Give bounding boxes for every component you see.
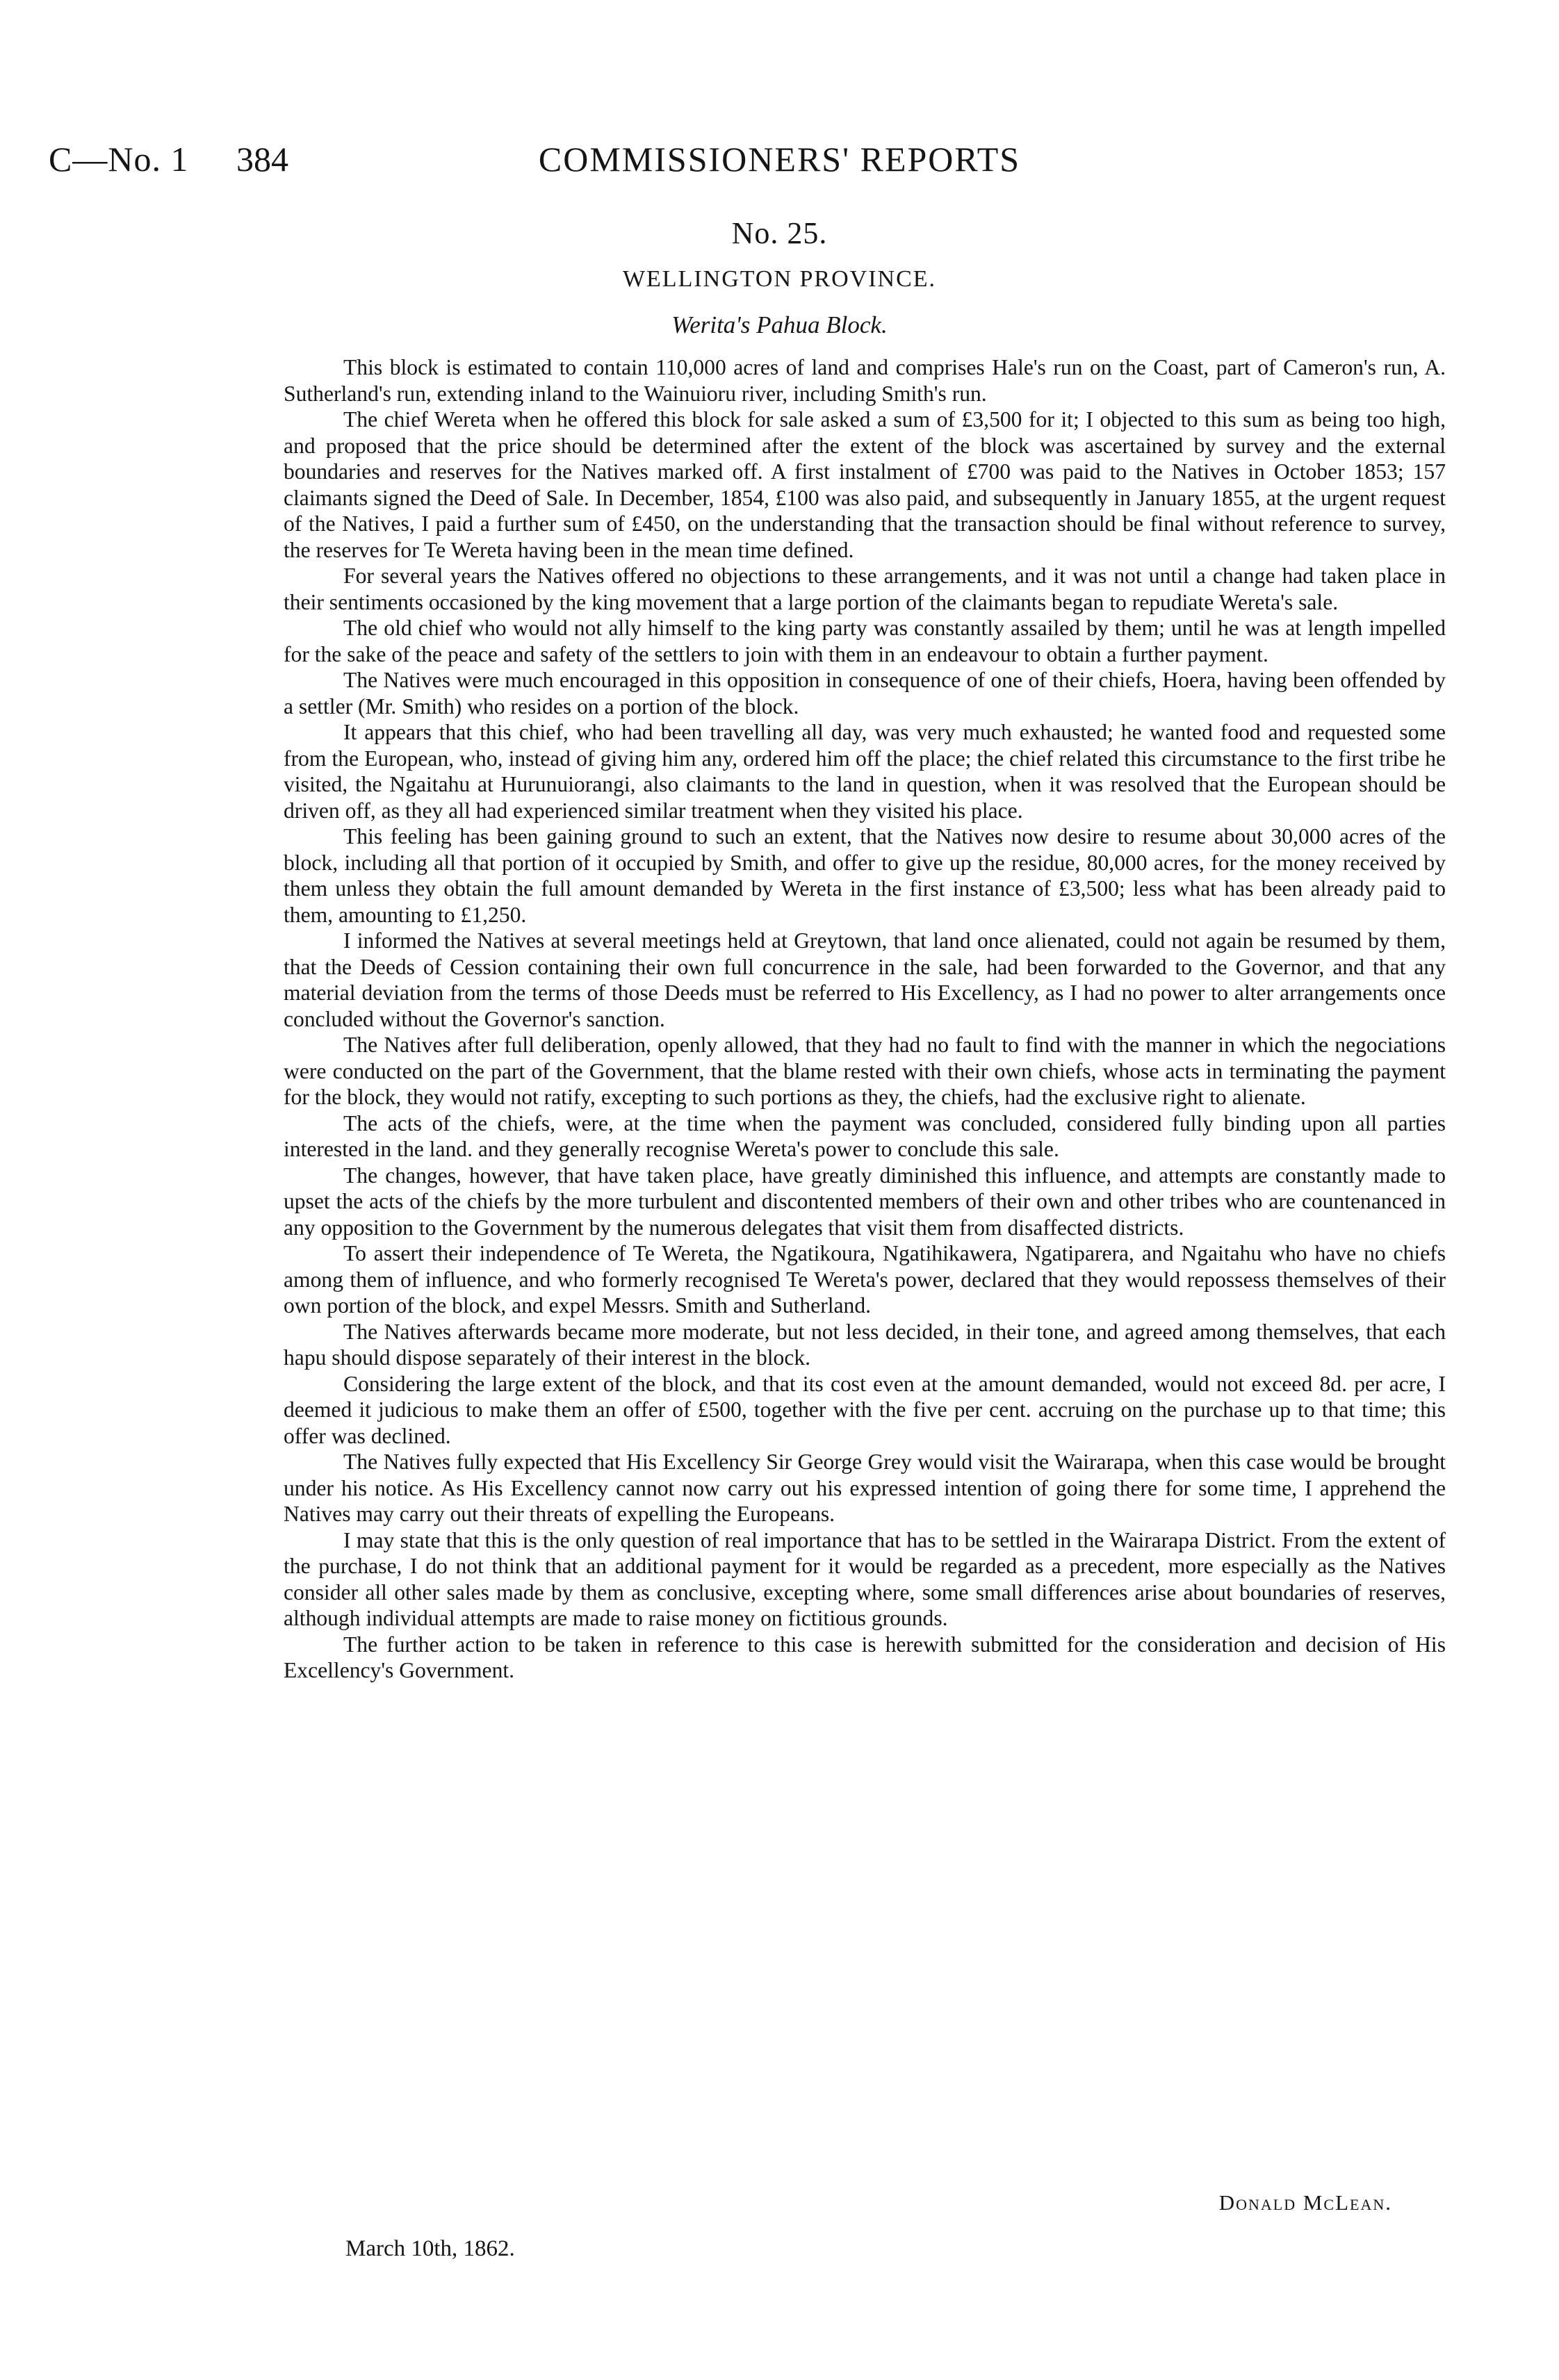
page-number: 384 — [236, 140, 288, 179]
paragraph: I may state that this is the only question of real importance that has to be settled in the Wairarapa District. From the extent of the purchase, I do not think that an additional payment for it would be regarded as a precedent, more especially as the Natives consider all other sales made by them as conclusive, excepting where, some small differences arise about boundaries of reserves, although individual attempts are made to raise money on fictitious grounds. — [284, 1527, 1446, 1630]
paragraph: The chief Wereta when he offered this block for sale asked a sum of £3,500 for it; I objected to this sum as being too high, and proposed that the price should be determined after the extent of the block was ascertained by survey and the external boundaries and reserves for the Natives marked off. A first instalment of £700 was paid to the Natives in October 1853; 157 claimants signed the Deed of Sale. In December, 1854, £100 was also paid, and subsequently in January 1855, at the urgent request of the Natives, I paid a further sum of £450, on the understanding that the transaction should be final without reference to survey, the reserves for Te Wereta having been in the mean time defined. — [284, 407, 1446, 562]
running-title: COMMISSIONERS' REPORTS — [538, 140, 1021, 179]
province-heading: WELLINGTON PROVINCE. — [622, 266, 937, 292]
paragraph: Considering the large extent of the block, and that its cost even at the amount demanded, would not exceed 8d. per acre, I deemed it judicious to make them an offer of £500, together with the five per cent. accruing on the purchase up to that time; this offer was declined. — [284, 1371, 1446, 1448]
page-header — [0, 139, 1559, 188]
paragraph: This feeling has been gaining ground to such an extent, that the Natives now desire to resume about 30,000 acres of the block, including all that portion of it occupied by Smith, and offer to give up the residue, 80,000 acres, for the money received by them unless they obtain the full amount demanded by Wereta in the first instance of £3,500; less what has been already paid to them, amounting to £1,250. — [284, 824, 1446, 927]
signature: Donald McLean. — [1218, 2190, 1392, 2215]
paragraph: The Natives after full deliberation, openly allowed, that they had no fault to find with the manner in which the negociations were conducted on the part of the Government, that the blame rested with their own chiefs, whose acts in terminating the payment for the block, they would not ratify, excepting to such portions as they, the chiefs, had the exclusive right to alienate. — [284, 1033, 1446, 1109]
document-reference: C—No. 1 — [49, 140, 189, 179]
paragraph: For several years the Natives offered no objections to these arrangements, and it was not until a change had taken place in their sentiments occasioned by the king movement that a large portion of the claimants began to repudiate Wereta's sale. — [284, 564, 1446, 614]
paragraph: The changes, however, that have taken place, have greatly diminished this influence, and attempts are constantly made to upset the acts of the chiefs by the more turbulent and discontented members of their own and other tribes who are countenanced in any opposition to the Government by the numerous delegates that visit them from disaffected districts. — [284, 1163, 1446, 1240]
report-body — [284, 354, 1446, 1684]
paragraph: The old chief who would not ally himself to the king party was constantly assailed by them; until he was at length impelled for the sake of the peace and safety of the settlers to join with them in an endeavour to obtain a further payment. — [284, 616, 1446, 666]
paragraph: I informed the Natives at several meetings held at Greytown, that land once alienated, could not again be resumed by them, that the Deeds of Cession containing their own full concurrence in the sale, had been forwarded to the Governor, and that any material deviation from the terms of those Deeds must be referred to His Excellency, as I had no power to alter arrangements once concluded without the Governor's sanction. — [284, 928, 1446, 1031]
paragraph: This block is estimated to contain 110,000 acres of land and comprises Hale's run on the Coast, part of Cameron's run, A. Sutherland's run, extending inland to the Wainuioru river, including Smith's run. — [284, 355, 1446, 406]
paragraph: To assert their independence of Te Wereta, the Ngatikoura, Ngatihikawera, Ngatiparera, and Ngaitahu who have no chiefs among them of influence, and who formerly recognised Te Wereta's power, declared that they would repossess themselves of their own portion of the block, and expel Messrs. Smith and Sutherland. — [284, 1241, 1446, 1318]
block-title: Werita's Pahua Block. — [671, 311, 888, 338]
paragraph: The acts of the chiefs, were, at the time when the payment was concluded, considered fully binding upon all parties interested in the land. and they generally recognise Wereta's power to conclude this sale. — [284, 1110, 1446, 1161]
paragraph: It appears that this chief, who had been travelling all day, was very much exhausted; he wanted food and requested some from the European, who, instead of giving him any, ordered him off the place; the chief related this circumstance to the first tribe he visited, the Ngaitahu at Hurunuiorangi, also claimants to the land in question, when it was resolved that the European should be driven off, as they all had experienced similar treatment when they visited his place. — [284, 720, 1446, 823]
paragraph: The further action to be taken in reference to this case is herewith submitted for the consideration and decision of His Excellency's Government. — [284, 1632, 1446, 1682]
date-line: March 10th, 1862. — [345, 2236, 515, 2261]
paragraph: The Natives afterwards became more moderate, but not less decided, in their tone, and agreed among themselves, that each hapu should dispose separately of their interest in the block. — [284, 1319, 1446, 1370]
paragraph: The Natives were much encouraged in this opposition in consequence of one of their chiefs, Hoera, having been offended by a settler (Mr. Smith) who resides on a portion of the block. — [284, 668, 1446, 719]
report-number: No. 25. — [731, 216, 828, 250]
paragraph: The Natives fully expected that His Excellency Sir George Grey would visit the Wairarapa, when this case would be brought under his notice. As His Excellency cannot now carry out his expressed intention of going there for some time, I apprehend the Natives may carry out their threats of expelling the Europeans. — [284, 1450, 1446, 1526]
